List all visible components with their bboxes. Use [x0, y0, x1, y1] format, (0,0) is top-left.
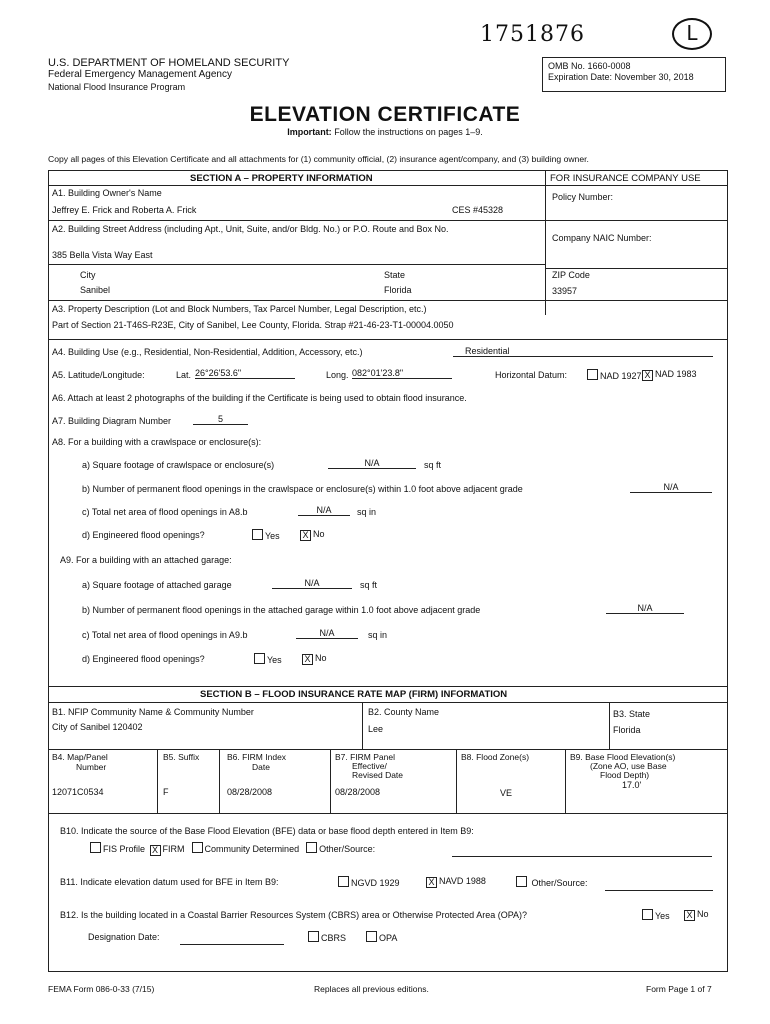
navd-option[interactable]: X NAVD 1988 — [424, 876, 486, 888]
zip-value[interactable]: 33957 — [552, 286, 578, 296]
a9d-no-checkbox[interactable]: X — [302, 654, 313, 665]
a5-label: A5. Latitude/Longitude: — [52, 370, 145, 380]
a9b-label: b) Number of permanent flood openings in the attached garage within 1.0 foot above adjacent grade — [82, 605, 481, 615]
b6-index-date[interactable]: 08/28/2008 — [227, 787, 273, 797]
a2-street-address[interactable]: 385 Bella Vista Way East — [52, 250, 153, 260]
ngvd-option[interactable]: NGVD 1929 — [336, 876, 400, 888]
b7-panel-date[interactable]: 08/28/2008 — [335, 787, 381, 797]
a7-diagram-number[interactable]: 5 — [193, 414, 248, 425]
a8c-value[interactable]: N/A — [298, 505, 350, 516]
copy-note: Copy all pages of this Elevation Certificate and all attachments for (1) community official, (2) insurance agent/company, and (3) building owner. — [48, 154, 589, 164]
b4-label-2: Number — [76, 762, 107, 772]
a9c-label: c) Total net area of flood openings in A9.b — [82, 630, 248, 640]
city-label: City — [80, 270, 96, 280]
b9-label-3: Flood Depth) — [600, 770, 650, 780]
b10-options — [88, 842, 375, 856]
a8a-label: a) Square footage of crawlspace or enclosure(s) — [82, 460, 275, 470]
a8d-yes-checkbox[interactable] — [252, 529, 263, 540]
b12-no-checkbox[interactable]: X — [684, 910, 695, 921]
b12-yes-option[interactable]: Yes — [640, 909, 670, 921]
firm-checkbox[interactable]: X — [150, 845, 161, 856]
b7-label-2: Effective/ — [352, 761, 387, 771]
designation-date-label: Designation Date: — [88, 932, 160, 942]
zip-label: ZIP Code — [552, 270, 590, 280]
firm-option[interactable]: X FIRM — [148, 844, 185, 854]
b3-label: B3. State — [613, 709, 651, 719]
page-title: ELEVATION CERTIFICATE — [249, 103, 521, 126]
a8b-label: b) Number of permanent flood openings in the crawlspace or enclosure(s) within 1.0 foot above adjacent grade — [82, 484, 523, 494]
a8d-no-checkbox[interactable]: X — [300, 530, 311, 541]
other-source-checkbox[interactable] — [306, 842, 317, 853]
a9a-label: a) Square footage of attached garage — [82, 580, 232, 590]
b2-county[interactable]: Lee — [368, 724, 384, 734]
b5-label: B5. Suffix — [163, 752, 200, 762]
a8a-value[interactable]: N/A — [328, 458, 416, 469]
b6-label-2: Date — [252, 762, 270, 772]
agency-department: U.S. DEPARTMENT OF HOMELAND SECURITY — [48, 57, 290, 69]
cbrs-option[interactable]: CBRS — [306, 931, 346, 943]
b12-label: B12. Is the building located in a Coastal Barrier Resources System (CBRS) area or Otherwise Protected Area (OPA)? — [60, 910, 528, 920]
handwritten-number: 1751876 — [480, 22, 585, 47]
nad1927-option[interactable]: NAD 1927 — [585, 369, 642, 381]
a8d-label: d) Engineered flood openings? — [82, 530, 205, 540]
navd-checkbox[interactable]: X — [426, 877, 437, 888]
agency-block — [48, 57, 289, 93]
b12-yes-checkbox[interactable] — [642, 909, 653, 920]
fis-profile-option[interactable]: FIS Profile — [88, 844, 145, 854]
a1-label: A1. Building Owner's Name — [52, 188, 162, 198]
opa-checkbox[interactable] — [366, 931, 377, 942]
b12-no-option[interactable]: X No — [682, 909, 709, 921]
a8d-yes-option[interactable]: Yes — [250, 529, 280, 541]
nad1983-checkbox[interactable]: X — [642, 370, 653, 381]
footer-replaces: Replaces all previous editions. — [314, 984, 429, 994]
omb-box — [542, 57, 726, 92]
b10-label: B10. Indicate the source of the Base Flood Elevation (BFE) data or base flood depth entered in Item B9: — [60, 826, 474, 836]
section-b-header: SECTION B – FLOOD INSURANCE RATE MAP (FIRM) INFORMATION — [200, 689, 508, 700]
community-determined-option[interactable]: Community Determined — [190, 844, 300, 854]
b4-label: B4. Map/Panel — [52, 752, 108, 762]
b6-label: B6. FIRM Index — [227, 752, 287, 762]
b4-map-panel[interactable]: 12071C0534 — [52, 787, 104, 797]
lat-label: Lat. — [176, 370, 192, 380]
b11-other-checkbox[interactable] — [516, 876, 527, 887]
state-value[interactable]: Florida — [384, 285, 412, 295]
a9-label: A9. For a building with an attached garage: — [60, 555, 232, 565]
b9-bfe-value[interactable]: 17.0' — [622, 780, 642, 790]
community-determined-checkbox[interactable] — [192, 842, 203, 853]
a9b-value[interactable]: N/A — [606, 603, 684, 614]
footer-page-number: Form Page 1 of 7 — [646, 984, 712, 994]
other-source-option[interactable]: Other/Source: — [304, 844, 375, 854]
omb-expiration: Expiration Date: November 30, 2018 — [548, 72, 694, 82]
a6-label: A6. Attach at least 2 photographs of the building if the Certificate is being used to obtain flood insurance. — [52, 393, 467, 403]
policy-number-label: Policy Number: — [552, 192, 614, 202]
b7-label: B7. FIRM Panel — [335, 752, 395, 762]
important-note: Important: Follow the instructions on pages 1–9. — [287, 127, 483, 137]
b3-state[interactable]: Florida — [613, 725, 641, 735]
a9a-value[interactable]: N/A — [272, 578, 352, 589]
b5-suffix[interactable]: F — [163, 787, 169, 797]
longitude-value[interactable]: 082°01'23.8" — [352, 368, 452, 379]
nad1927-checkbox[interactable] — [587, 369, 598, 380]
handwritten-circled-letter: L — [672, 18, 712, 50]
a8b-value[interactable]: N/A — [630, 482, 712, 493]
a8a-unit: sq ft — [424, 460, 442, 470]
omb-number: OMB No. 1660-0008 — [548, 61, 631, 71]
a9d-yes-option[interactable]: Yes — [252, 653, 282, 665]
a9d-no-option[interactable]: X No — [300, 653, 327, 665]
ngvd-checkbox[interactable] — [338, 876, 349, 887]
state-label: State — [384, 270, 406, 280]
fis-profile-checkbox[interactable] — [90, 842, 101, 853]
a8d-no-option[interactable]: X No — [298, 529, 325, 541]
opa-option[interactable]: OPA — [364, 931, 397, 943]
insurance-use-header: FOR INSURANCE COMPANY USE — [550, 173, 701, 184]
a9d-label: d) Engineered flood openings? — [82, 654, 205, 664]
cbrs-checkbox[interactable] — [308, 931, 319, 942]
footer-form-number: FEMA Form 086-0-33 (7/15) — [48, 984, 155, 994]
a8c-label: c) Total net area of flood openings in A8.b — [82, 507, 248, 517]
b8-flood-zone[interactable]: VE — [500, 788, 513, 798]
nad1983-option[interactable]: X NAD 1983 — [640, 369, 697, 381]
a1-ces-number: CES #45328 — [452, 205, 504, 215]
a3-label: A3. Property Description (Lot and Block Numbers, Tax Parcel Number, Legal Description, etc.) — [52, 304, 427, 314]
long-label: Long. — [326, 370, 349, 380]
latitude-value[interactable]: 26°26'53.6" — [195, 368, 295, 379]
b11-label: B11. Indicate elevation datum used for BFE in Item B9: — [60, 877, 279, 887]
a4-label: A4. Building Use (e.g., Residential, Non-Residential, Addition, Accessory, etc.) — [52, 347, 363, 357]
b11-other-option[interactable]: Other/Source: — [514, 876, 588, 888]
b9-label: B9. Base Flood Elevation(s) — [570, 752, 676, 762]
a9c-value[interactable]: N/A — [296, 628, 358, 639]
b8-label: B8. Flood Zone(s) — [461, 752, 530, 762]
a1-owner-name[interactable]: Jeffrey E. Frick and Roberta A. Frick — [52, 205, 197, 215]
b2-label: B2. County Name — [368, 707, 440, 717]
a9c-unit: sq in — [368, 630, 388, 640]
agency-fema: Federal Emergency Management Agency — [48, 69, 232, 80]
a8c-unit: sq in — [357, 507, 377, 517]
b7-label-3: Revised Date — [352, 770, 404, 780]
b9-label-2: (Zone AO, use Base — [590, 761, 667, 771]
agency-nfip: National Flood Insurance Program — [48, 82, 186, 92]
a9d-yes-checkbox[interactable] — [254, 653, 265, 664]
a8-label: A8. For a building with a crawlspace or enclosure(s): — [52, 437, 262, 447]
city-value[interactable]: Sanibel — [80, 285, 111, 295]
b1-community[interactable]: City of Sanibel 120402 — [52, 722, 143, 732]
a2-label: A2. Building Street Address (including Apt., Unit, Suite, and/or Bldg. No.) or P.O. Route and Box No. — [52, 224, 449, 234]
b1-label: B1. NFIP Community Name & Community Number — [52, 707, 254, 717]
a7-label: A7. Building Diagram Number — [52, 416, 172, 426]
a9a-unit: sq ft — [360, 580, 378, 590]
a3-property-description[interactable]: Part of Section 21-T46S-R23E, City of Sanibel, Lee County, Florida. Strap #21-46-23-T1-00004.0050 — [52, 320, 454, 330]
horizontal-datum-label: Horizontal Datum: — [495, 370, 568, 380]
section-a-header: SECTION A – PROPERTY INFORMATION — [190, 173, 373, 184]
naic-number-label: Company NAIC Number: — [552, 233, 652, 243]
a4-building-use[interactable]: Residential — [453, 346, 713, 357]
